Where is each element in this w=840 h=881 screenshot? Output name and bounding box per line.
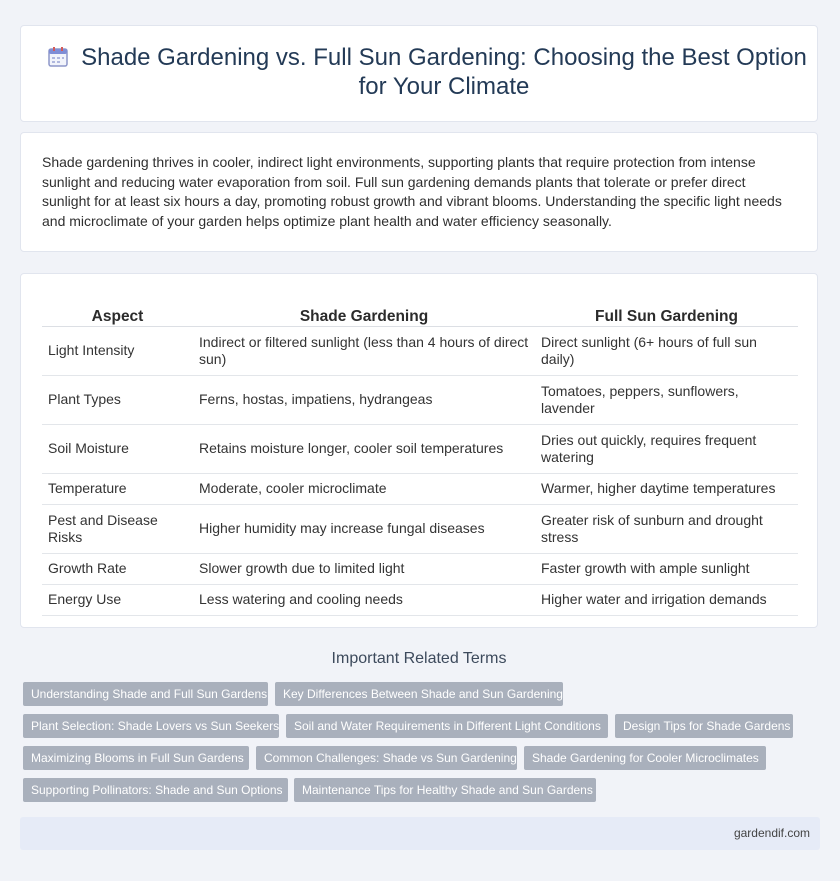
table-cell: Soil Moisture: [42, 425, 193, 474]
related-terms-heading: Important Related Terms: [331, 650, 507, 667]
related-term-tag[interactable]: Plant Selection: Shade Lovers vs Sun Seekers: [23, 714, 279, 738]
table-row: [42, 554, 798, 585]
table-cell: Slower growth due to limited light: [193, 554, 535, 585]
table-header-row: [42, 292, 798, 327]
table-cell: Warmer, higher daytime temperatures: [535, 474, 798, 505]
table-cell: Direct sunlight (6+ hours of full sun daily): [535, 327, 798, 376]
related-term-tag[interactable]: Key Differences Between Shade and Sun Gardening: [275, 682, 563, 706]
header-shade: Shade Gardening: [193, 292, 535, 327]
table-cell: Tomatoes, peppers, sunflowers, lavender: [535, 376, 798, 425]
table-row: [42, 425, 798, 474]
related-term-tag[interactable]: Understanding Shade and Full Sun Gardens: [23, 682, 268, 706]
related-term-tag[interactable]: Common Challenges: Shade vs Sun Gardening: [256, 746, 517, 770]
table-cell: Light Intensity: [42, 327, 193, 376]
header-full-sun: Full Sun Gardening: [535, 292, 798, 327]
related-term-tag[interactable]: Shade Gardening for Cooler Microclimates: [524, 746, 766, 770]
table-row: [42, 327, 798, 376]
comparison-card: [20, 273, 818, 628]
table-cell: Faster growth with ample sunlight: [535, 554, 798, 585]
table-row: [42, 505, 798, 554]
header-card: [20, 25, 818, 122]
calendar-icon: [47, 46, 69, 68]
related-term-tag[interactable]: Maximizing Blooms in Full Sun Gardens: [23, 746, 249, 770]
table-cell: Less watering and cooling needs: [193, 585, 535, 616]
table-cell: Ferns, hostas, impatiens, hydrangeas: [193, 376, 535, 425]
table-cell: Moderate, cooler microclimate: [193, 474, 535, 505]
intro-paragraph: Shade gardening thrives in cooler, indirect light environments, supporting plants that require protection from intense sunlight and reducing water evaporation from soil. Full sun gardening demands plants that tolerate or prefer direct sunlight for at least six hours a day, promoting robust growth and vibrant blooms. Understanding the specific light needs and microclimate of your garden helps optimize plant health and water efficiency seasonally.: [42, 154, 782, 229]
table-row: [42, 585, 798, 616]
footer-site-link[interactable]: gardendif.com: [733, 826, 810, 840]
table-cell: Higher water and irrigation demands: [535, 585, 798, 616]
table-cell: Higher humidity may increase fungal diseases: [193, 505, 535, 554]
table-cell: Retains moisture longer, cooler soil temperatures: [193, 425, 535, 474]
comparison-table: [42, 292, 798, 616]
intro-card: [20, 132, 818, 252]
related-term-tag[interactable]: Maintenance Tips for Healthy Shade and Sun Gardens: [294, 778, 596, 802]
header-aspect: Aspect: [42, 292, 193, 327]
table-row: [42, 474, 798, 505]
related-term-tag[interactable]: Supporting Pollinators: Shade and Sun Options: [23, 778, 288, 802]
table-row: [42, 376, 798, 425]
table-cell: Plant Types: [42, 376, 193, 425]
table-cell: Pest and Disease Risks: [42, 505, 193, 554]
table-cell: Growth Rate: [42, 554, 193, 585]
table-cell: Energy Use: [42, 585, 193, 616]
footer: [20, 817, 820, 850]
table-cell: Greater risk of sunburn and drought stress: [535, 505, 798, 554]
related-term-tag[interactable]: Soil and Water Requirements in Different Light Conditions: [286, 714, 608, 738]
related-term-tag[interactable]: Design Tips for Shade Gardens: [615, 714, 793, 738]
table-cell: Temperature: [42, 474, 193, 505]
table-cell: Indirect or filtered sunlight (less than 4 hours of direct sun): [193, 327, 535, 376]
page-title: Shade Gardening vs. Full Sun Gardening: Choosing the Best Option for Your Climate: [81, 44, 807, 100]
table-cell: Dries out quickly, requires frequent watering: [535, 425, 798, 474]
